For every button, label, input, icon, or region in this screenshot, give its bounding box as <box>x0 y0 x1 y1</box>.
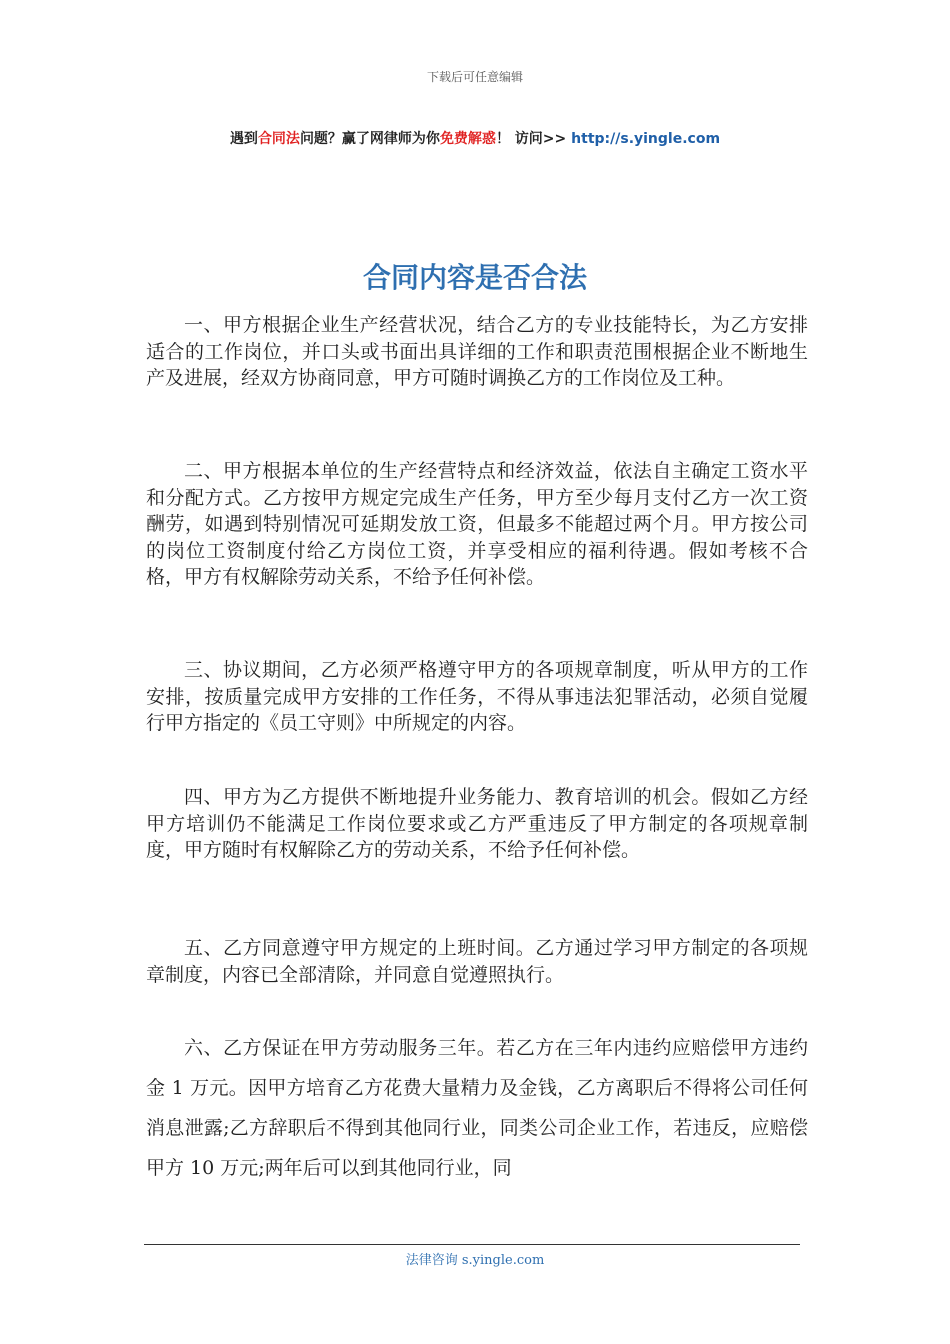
document-title: 合同内容是否合法 <box>362 261 587 294</box>
paragraph-4: 四、甲方为乙方提供不断地提升业务能力、教育培训的机会。假如乙方经甲方培训仍不能满足工作岗位要求或乙方严重违反了甲方制定的各项规章制度，甲方随时有权解除乙方的劳动关系，不给予任何补偿。 <box>146 786 808 861</box>
paragraph-2: 二、甲方根据本单位的生产经营特点和经济效益，依法自主确定工资水平和分配方式。乙方按甲方规定完成生产任务，甲方至少每月支付乙方一次工资酬劳，如遇到特别情况可延期发放工资，但最多不能超过两个月。甲方按公司的岗位工资制度付给乙方岗位工资，并享受相应的福利待遇。假如考核不合格，甲方有权解除劳动关系，不给予任何补偿。 <box>146 460 808 588</box>
promo-text-2: 问题？赢了网律师为你 <box>299 131 440 147</box>
footer-divider <box>144 1244 800 1245</box>
promo-link[interactable]: http://s.yingle.com <box>571 131 721 147</box>
promo-highlight-contract-law[interactable]: 合同法 <box>257 131 300 147</box>
promo-text-1: 遇到 <box>229 131 258 147</box>
promo-highlight-free[interactable]: 免费解惑 <box>439 131 496 147</box>
header-note: 下载后可任意编辑 <box>426 70 523 84</box>
promo-banner <box>0 128 950 148</box>
footer-link[interactable]: 法律咨询 s.yingle.com <box>405 1253 545 1268</box>
paragraph-5: 五、乙方同意遵守甲方规定的上班时间。乙方通过学习甲方制定的各项规章制度，内容已全部清除，并同意自觉遵照执行。 <box>146 937 808 986</box>
paragraph-3: 三、协议期间，乙方必须严格遵守甲方的各项规章制度，听从甲方的工作安排，按质量完成甲方安排的工作任务，不得从事违法犯罪活动，必须自觉履行甲方指定的《员工守则》中所规定的内容。 <box>146 659 808 734</box>
paragraph-6: 六、乙方保证在甲方劳动服务三年。若乙方在三年内违约应赔偿甲方违约金 1 万元。因甲方培育乙方花费大量精力及金钱，乙方离职后不得将公司任何消息泄露;乙方辞职后不得到其他同行业，同类公司企业工作，若违反，应赔偿甲方 10 万元;两年后可以到其他同行业，同 <box>146 1037 808 1179</box>
promo-text-3: ！ 访问>> <box>495 131 572 147</box>
paragraph-1: 一、甲方根据企业生产经营状况，结合乙方的专业技能特长，为乙方安排适合的工作岗位，并口头或书面出具详细的工作和职责范围根据企业不断地生产及进展，经双方协商同意，甲方可随时调换乙方的工作岗位及工种。 <box>146 314 808 389</box>
